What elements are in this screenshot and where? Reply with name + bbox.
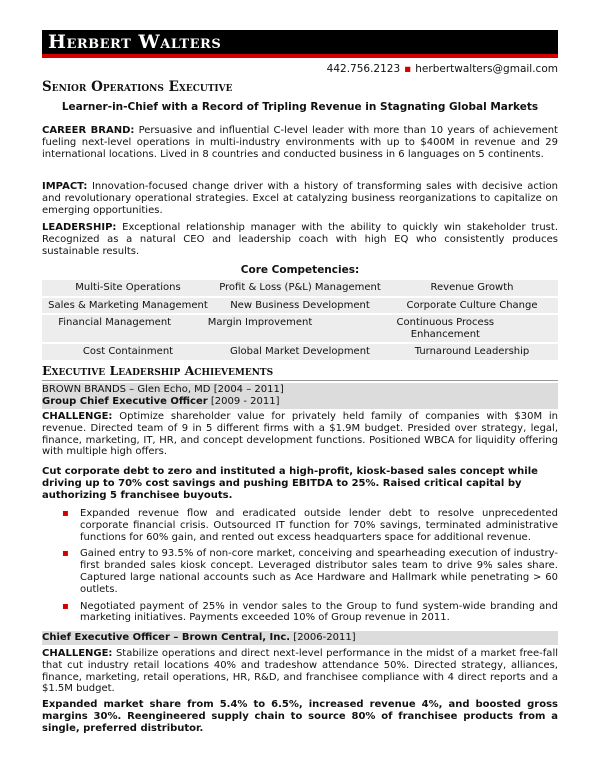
competency-item: Profit & Loss (P&L) Management [219,282,381,293]
tagline: Learner-in-Chief with a Record of Tripling Revenue in Stagnating Global Markets [61,101,539,113]
competency-item: Continuous Process Enhancement [396,317,495,340]
job2-challenge-paragraph [42,648,558,695]
competency-item: Global Market Development [230,346,370,357]
section-divider [42,380,558,381]
job1-header-band [42,383,558,409]
job2-role-line-wrap [42,632,558,644]
job2-header-band [42,631,558,645]
email-address: herbertwalters@gmail.com [415,63,558,75]
job1-challenge-text: Optimize shareholder value for privately held family of companies with $30M in revenue. Directed team of 9 in 5 different firms with a $1.9M budget. Presided over strategy, legal, finance, marketing, IT, HR, and concept development functions. Positioned WBCA for liquidity offering with multiple high offers. [42,411,558,458]
job1-role-line [42,396,558,408]
competency-row [42,298,558,314]
name-banner [42,30,558,54]
competency-item: Revenue Growth [430,282,514,293]
competency-row [42,315,558,342]
competency-item: Margin Improvement [207,317,313,328]
job2-highlight: Expanded market share from 5.4% to 6.5%, increased revenue 4%, and boosted gross margins 30%. Reengineered supply chain to source 80% of franchisee products from a single, preferred distributor. [42,699,558,734]
impact-paragraph [42,181,558,216]
list-item [42,601,558,625]
job1-company-line: BROWN BRANDS – Glen Echo, MD [2004 – 2011] [42,384,284,395]
job2-challenge-label: CHALLENGE: [42,648,113,659]
achievements-section-title: Executive Leadership Achievements [42,363,274,378]
leadership-text: Exceptional relationship manager with the ability to quickly win stakeholder trust. Recognized as a natural CEO and leadership coach with high EQ who consistently produces sustainable results. [42,222,558,257]
bullet-icon: ▪ [62,508,69,519]
career-brand-label: CAREER BRAND: [42,125,135,136]
job1-highlight: Cut corporate debt to zero and instituted a high-profit, kiosk-based sales concept while driving up to 70% cost savings and pushing EBITDA to 25%. Raised critical capital by authorizing 5 franchisee buyouts. [42,466,538,501]
competency-item: Financial Management [58,317,172,328]
job2-role-dates: [2006-2011] [290,632,356,643]
competencies-grid [42,280,558,362]
core-competencies-title: Core Competencies: [240,264,360,276]
job1-bullet-list [42,508,558,629]
bullet-text: Gained entry to 93.5% of non-core market, conceiving and spearheading execution of industry-first branded sales kiosk concept. Leveraged distributor sales team to drive 9% sales share. Captured large national accounts such as Ace Hardware and Hallmark while penetrating > 60 outlets. [80,548,558,595]
list-item [42,548,558,595]
job1-challenge-paragraph [42,411,558,458]
job2-challenge-text: Stabilize operations and direct next-level performance in the midst of a market free-fall that cut industry retail locations 40% and tradeshow attendance 50%. Directed strategy, alliances, finance, marketing, retail operations, HR, R&D, and franchisee compliance with 4 direct reports and a $1.5M budget. [42,648,558,695]
competency-row [42,280,558,296]
career-brand-text: Persuasive and influential C-level leader with more than 10 years of achievement fueling next-level operations in multi-industry environments with up to $400M in revenue and 29 international locations. Lived in 8 countries and conducted business in 6 languages on 5 continents. [42,125,558,160]
job1-challenge-label: CHALLENGE: [42,411,113,422]
job2-role-line: Chief Executive Officer – Brown Central, Inc. [42,632,291,643]
competency-item: Cost Containment [82,346,174,357]
competency-row [42,344,558,360]
bullet-icon: ▪ [62,600,69,612]
separator-bullet: ▪ [404,63,412,75]
header-accent-line [42,54,558,58]
phone-number: 442.756.2123 [326,63,401,75]
competency-item: Turnaround Leadership [414,346,530,357]
bullet-text: Expanded revenue flow and eradicated outside lender debt to resolve unprecedented corporate financial crisis. Outsourced IT function for 70% savings, terminated administrative functions for 60% gain, and rented out excess headquarters space for additional revenue. [80,508,558,543]
impact-text: Innovation-focused change driver with a history of transforming sales with decisive action and revolutionary operational strategies. Excel at catalyzing business reorganizations to capitalize on emerging opportunities. [42,181,558,216]
bullet-text: Negotiated payment of 25% in vendor sales to the Group to fund system-wide branding and marketing initiatives. Payments exceeded 10% of Group revenue in 2011. [80,600,558,624]
candidate-name: Herbert Walters [48,31,222,53]
impact-label: IMPACT: [42,181,88,192]
career-brand-paragraph [42,125,558,160]
competency-item: Multi-Site Operations [75,282,181,293]
job1-role-dates: [2009 - 2011] [207,396,280,407]
leadership-label: LEADERSHIP: [42,222,117,233]
competency-item: Corporate Culture Change [406,299,538,311]
competency-item: Sales & Marketing Management [48,299,208,311]
list-item [42,508,558,543]
bullet-icon: ▪ [62,548,69,560]
competency-item: New Business Development [230,299,370,311]
leadership-paragraph [42,222,558,257]
job-title: Senior Operations Executive [42,79,233,95]
job1-role: Group Chief Executive Officer [42,396,208,407]
contact-info [327,63,558,75]
